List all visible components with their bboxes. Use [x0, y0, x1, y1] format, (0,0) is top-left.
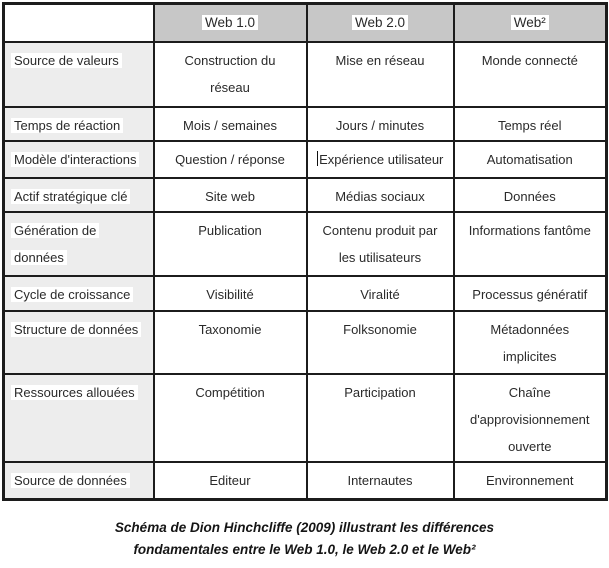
data-cell: Participation — [307, 374, 454, 462]
table-row — [4, 276, 607, 311]
data-cell: Données — [454, 178, 607, 212]
text-cursor — [317, 151, 319, 166]
data-cell: Métadonnées implicites — [454, 311, 607, 374]
data-cell: Viralité — [307, 276, 454, 311]
data-cell: Construction du réseau — [154, 42, 307, 107]
column-header-web2: Web 2.0 — [307, 4, 454, 42]
data-cell: Question / réponse — [154, 141, 307, 178]
row-header-cell: Ressources allouées — [4, 374, 154, 462]
data-cell: Automatisation — [454, 141, 607, 178]
data-cell: Temps réel — [454, 107, 607, 141]
data-cell: Site web — [154, 178, 307, 212]
table-caption — [0, 517, 609, 561]
row-header-cell: Temps de réaction — [4, 107, 154, 141]
row-header-cell: Structure de données — [4, 311, 154, 374]
data-cell: Visibilité — [154, 276, 307, 311]
data-cell: Jours / minutes — [307, 107, 454, 141]
data-cell: Environnement — [454, 462, 607, 500]
data-cell: Internautes — [307, 462, 454, 500]
row-header-cell: Cycle de croissance — [4, 276, 154, 311]
data-cell: Editeur — [154, 462, 307, 500]
row-header-cell: Source de valeurs — [4, 42, 154, 107]
data-cell: Informations fantôme — [454, 212, 607, 276]
data-cell: Processus génératif — [454, 276, 607, 311]
table-row — [4, 374, 607, 462]
row-header-cell: Source de données — [4, 462, 154, 500]
row-header-cell: Modèle d'interactions — [4, 141, 154, 178]
data-cell: Taxonomie — [154, 311, 307, 374]
data-cell: Médias sociaux — [307, 178, 454, 212]
data-cell-with-caret[interactable]: Expérience utilisateur — [307, 141, 454, 178]
caption-line-2: fondamentales entre le Web 1.0, le Web 2.0 et le Web² — [133, 542, 476, 557]
table-row — [4, 42, 607, 107]
table-row — [4, 462, 607, 500]
caption-line-1: Schéma de Dion Hinchcliffe (2009) illustrant les différences — [114, 520, 495, 535]
data-cell: Mise en réseau — [307, 42, 454, 107]
header-row — [4, 4, 607, 42]
column-header-websquared: Web² — [454, 4, 607, 42]
table-row — [4, 141, 607, 178]
table-row — [4, 107, 607, 141]
row-header-cell: Actif stratégique clé — [4, 178, 154, 212]
data-cell: Compétition — [154, 374, 307, 462]
corner-cell — [4, 4, 154, 42]
data-cell: Chaîne d'approvisionnement ouverte — [454, 374, 607, 462]
data-cell: Monde connecté — [454, 42, 607, 107]
data-cell: Publication — [154, 212, 307, 276]
data-cell: Mois / semaines — [154, 107, 307, 141]
table-row — [4, 311, 607, 374]
column-header-web1: Web 1.0 — [154, 4, 307, 42]
table-row — [4, 178, 607, 212]
comparison-table — [2, 2, 608, 501]
data-cell: Folksonomie — [307, 311, 454, 374]
table-row — [4, 212, 607, 276]
row-header-cell: Génération de données — [4, 212, 154, 276]
data-cell: Contenu produit par les utilisateurs — [307, 212, 454, 276]
